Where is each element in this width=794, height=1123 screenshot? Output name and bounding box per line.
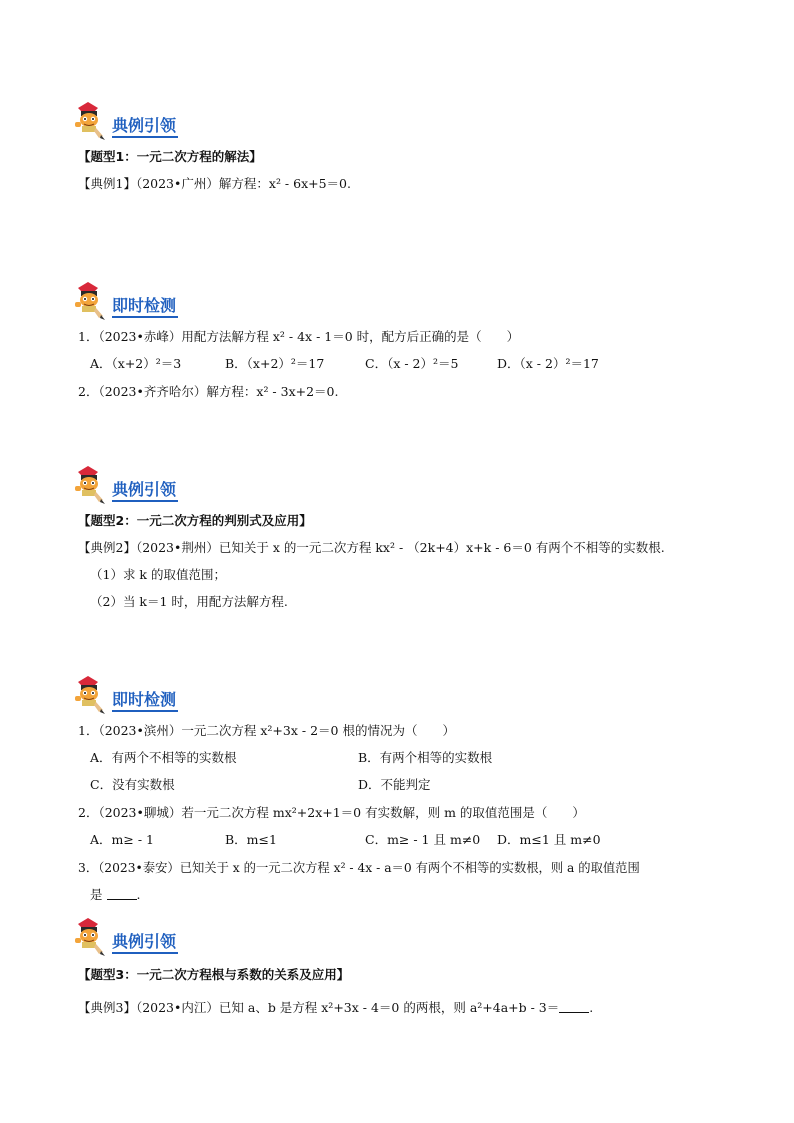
check-1-q1-option-d: D．（x - 2）²＝17 — [497, 356, 599, 371]
check-2-q1-option-b: B．有两个相等的实数根 — [358, 750, 493, 765]
question-type-title-3: 【题型3：一元二次方程根与系数的关系及应用】 — [78, 967, 350, 982]
question-type-title-1: 【题型1：一元二次方程的解法】 — [78, 149, 262, 164]
check-2-question-1: 1．（2023•滨州）一元二次方程 x²+3x - 2＝0 根的情况为（ ） — [78, 723, 455, 738]
check-2-question-2: 2．（2023•聊城）若一元二次方程 mx²+2x+1＝0 有实数解，则 m 的取值范围是（ ） — [78, 805, 585, 820]
check-2-question-3-continued — [90, 887, 140, 903]
example-2-part-1: （1）求 k 的取值范围； — [90, 567, 226, 582]
example-1-tag: 【典例1】（2023•广州）解方程： — [78, 176, 269, 191]
section-header-label: 典例引领 — [112, 932, 178, 954]
example-2: 【典例2】（2023•荆州）已知关于 x 的一元二次方程 kx² - （2k+4）x+k - 6＝0 有两个不相等的实数根. — [78, 540, 665, 555]
pencil-mascot-icon — [72, 464, 108, 506]
period-mark: . — [589, 1000, 594, 1015]
check-1-question-2: 2．（2023•齐齐哈尔）解方程：x² - 3x+2＝0. — [78, 384, 339, 399]
check-2-q1-option-c: C．没有实数根 — [90, 777, 175, 792]
pencil-mascot-icon — [72, 674, 108, 716]
check-1-q1-option-b: B．（x+2）²＝17 — [225, 356, 325, 371]
example-3 — [78, 1000, 593, 1016]
section-header-example-1 — [72, 100, 272, 140]
example-1 — [78, 176, 351, 192]
section-header-check-2 — [72, 674, 272, 714]
check-2-q2-option-a: A．m≥ - 1 — [90, 832, 154, 847]
q3-continued-text: 是 — [90, 887, 103, 902]
pencil-mascot-icon — [72, 280, 108, 322]
check-2-q2-option-b: B．m≤1 — [225, 832, 277, 847]
question-type-title-2: 【题型2：一元二次方程的判别式及应用】 — [78, 513, 312, 528]
answer-blank — [559, 1000, 589, 1013]
example-1-equation: x² - 6x+5＝0. — [268, 176, 351, 191]
section-header-example-2 — [72, 464, 272, 504]
section-header-label: 即时检测 — [112, 296, 178, 318]
section-header-check-1 — [72, 280, 272, 320]
period-mark: . — [136, 887, 141, 902]
section-header-label: 即时检测 — [112, 690, 178, 712]
check-2-q1-option-a: A．有两个不相等的实数根 — [90, 750, 237, 765]
check-2-q2-option-d: D．m≤1 且 m≠0 — [497, 832, 601, 847]
check-1-question-1: 1．（2023•赤峰）用配方法解方程 x² - 4x - 1＝0 时，配方后正确的是（ ） — [78, 329, 520, 344]
section-header-label: 典例引领 — [112, 480, 178, 502]
check-2-question-3: 3．（2023•泰安）已知关于 x 的一元二次方程 x² - 4x - a＝0 有两个不相等的实数根，则 a 的取值范围 — [78, 861, 640, 875]
check-1-q1-option-c: C．（x - 2）²＝5 — [365, 356, 459, 371]
check-2-q1-option-d: D．不能判定 — [358, 777, 431, 792]
example-2-part-2: （2）当 k＝1 时，用配方法解方程. — [90, 594, 288, 609]
answer-blank — [107, 887, 137, 900]
pencil-mascot-icon — [72, 100, 108, 142]
pencil-mascot-icon — [72, 916, 108, 958]
section-header-label: 典例引领 — [112, 116, 178, 138]
check-2-q2-option-c: C．m≥ - 1 且 m≠0 — [365, 832, 481, 847]
check-1-q1-option-a: A．（x+2）²＝3 — [90, 356, 182, 371]
section-header-example-3 — [72, 916, 272, 956]
example-3-text: 【典例3】（2023•内江）已知 a、b 是方程 x²+3x - 4＝0 的两根，则 a²+4a+b - 3＝ — [78, 1000, 560, 1015]
